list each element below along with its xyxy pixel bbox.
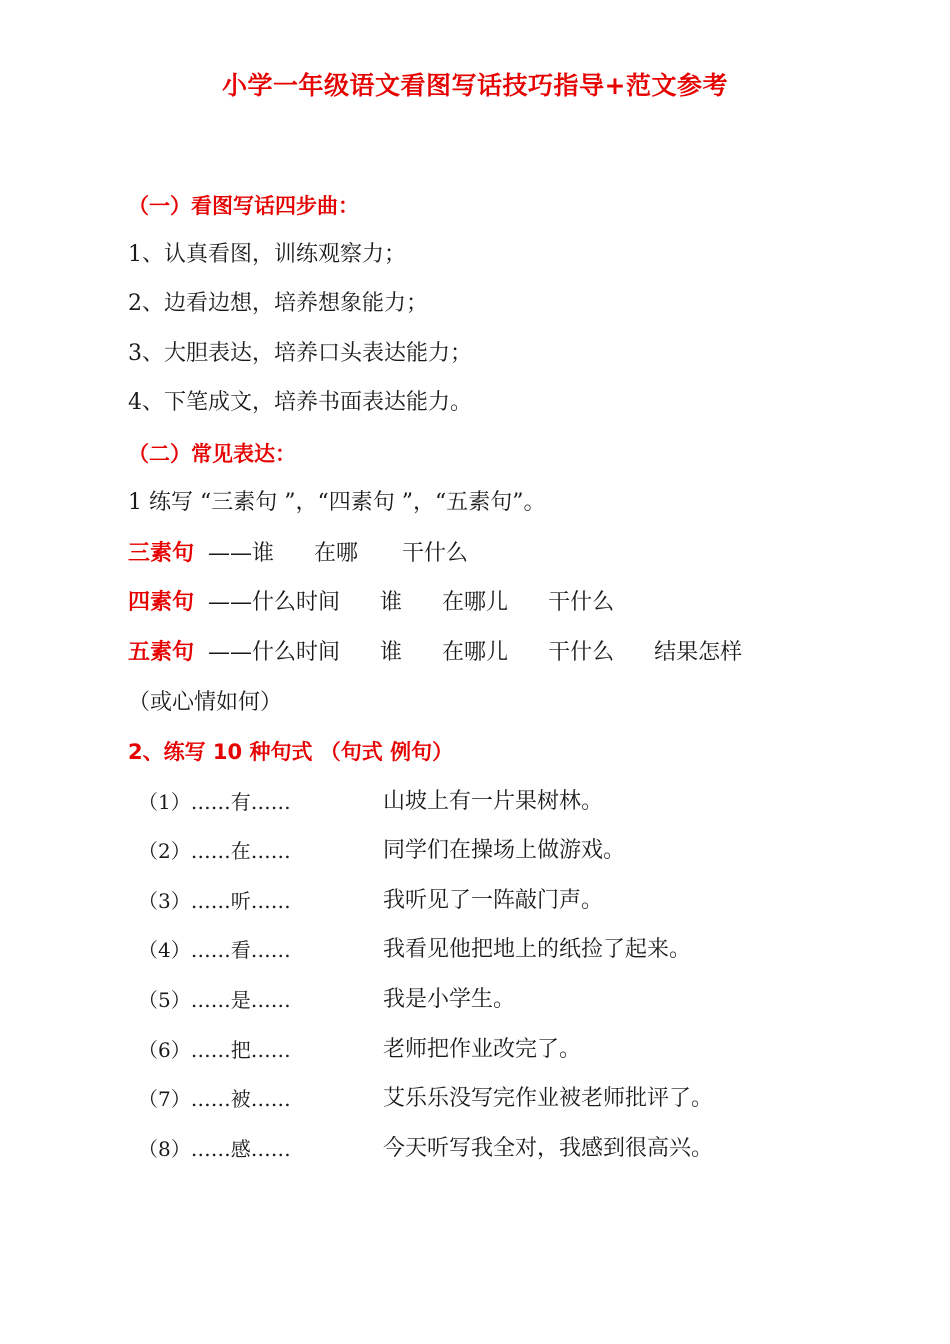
pattern-3: （3）……听…… xyxy=(138,889,291,913)
pattern-5: （5）……是…… xyxy=(138,988,291,1012)
pattern-1: （1）……有…… xyxy=(138,790,291,814)
three-element-where: 在哪 xyxy=(314,541,359,566)
example-3: 我听见了一阵敲门声。 xyxy=(383,888,604,913)
pattern-7: （7）……被…… xyxy=(138,1087,291,1111)
step-4: 4、下笔成文，培养书面表达能力。 xyxy=(128,390,472,415)
five-element-continuation: （或心情如何） xyxy=(128,690,283,715)
four-element-where: 在哪儿 xyxy=(442,590,509,615)
example-6: 老师把作业改完了。 xyxy=(383,1037,582,1062)
four-element-sentence xyxy=(128,588,614,618)
three-element-label: 三素句 xyxy=(128,541,195,566)
section1-heading: （一）看图写话四步曲： xyxy=(128,194,359,218)
document-title: 小学一年级语文看图写话技巧指导+范文参考 xyxy=(222,71,728,100)
step-1: 1、认真看图，训练观察力； xyxy=(128,242,406,267)
section2-heading: （二）常见表达： xyxy=(128,442,296,466)
patterns-heading: 2、练写 10 种句式 （句式 例句） xyxy=(128,740,454,764)
three-element-what: 干什么 xyxy=(402,541,469,566)
example-1: 山坡上有一片果树林。 xyxy=(383,789,604,814)
pattern-2: （2）……在…… xyxy=(138,839,291,863)
five-element-when: ——什么时间 xyxy=(208,640,341,665)
four-element-label: 四素句 xyxy=(128,590,195,615)
four-element-who: 谁 xyxy=(380,590,403,615)
four-element-when: ——什么时间 xyxy=(208,590,341,615)
three-element-sentence xyxy=(128,539,468,569)
pattern-6: （6）……把…… xyxy=(138,1038,291,1062)
example-2: 同学们在操场上做游戏。 xyxy=(383,838,626,863)
sentence-types-intro: 1 练写 “三素句 ”，“四素句 ”，“五素句”。 xyxy=(128,490,546,515)
five-element-what: 干什么 xyxy=(548,640,615,665)
pattern-8: （8）……感…… xyxy=(138,1137,291,1161)
step-3: 3、大胆表达，培养口头表达能力； xyxy=(128,341,472,366)
example-8: 今天听写我全对，我感到很高兴。 xyxy=(383,1136,714,1161)
four-element-what: 干什么 xyxy=(548,590,615,615)
three-element-who: ——谁 xyxy=(208,541,275,566)
example-7: 艾乐乐没写完作业被老师批评了。 xyxy=(383,1086,714,1111)
five-element-where: 在哪儿 xyxy=(442,640,509,665)
five-element-who: 谁 xyxy=(380,640,403,665)
example-5: 我是小学生。 xyxy=(383,987,516,1012)
five-element-sentence xyxy=(128,638,742,668)
step-2: 2、边看边想，培养想象能力； xyxy=(128,291,428,316)
five-element-label: 五素句 xyxy=(128,640,195,665)
example-4: 我看见他把地上的纸捡了起来。 xyxy=(383,937,692,962)
pattern-4: （4）……看…… xyxy=(138,938,291,962)
five-element-result: 结果怎样 xyxy=(654,640,743,665)
